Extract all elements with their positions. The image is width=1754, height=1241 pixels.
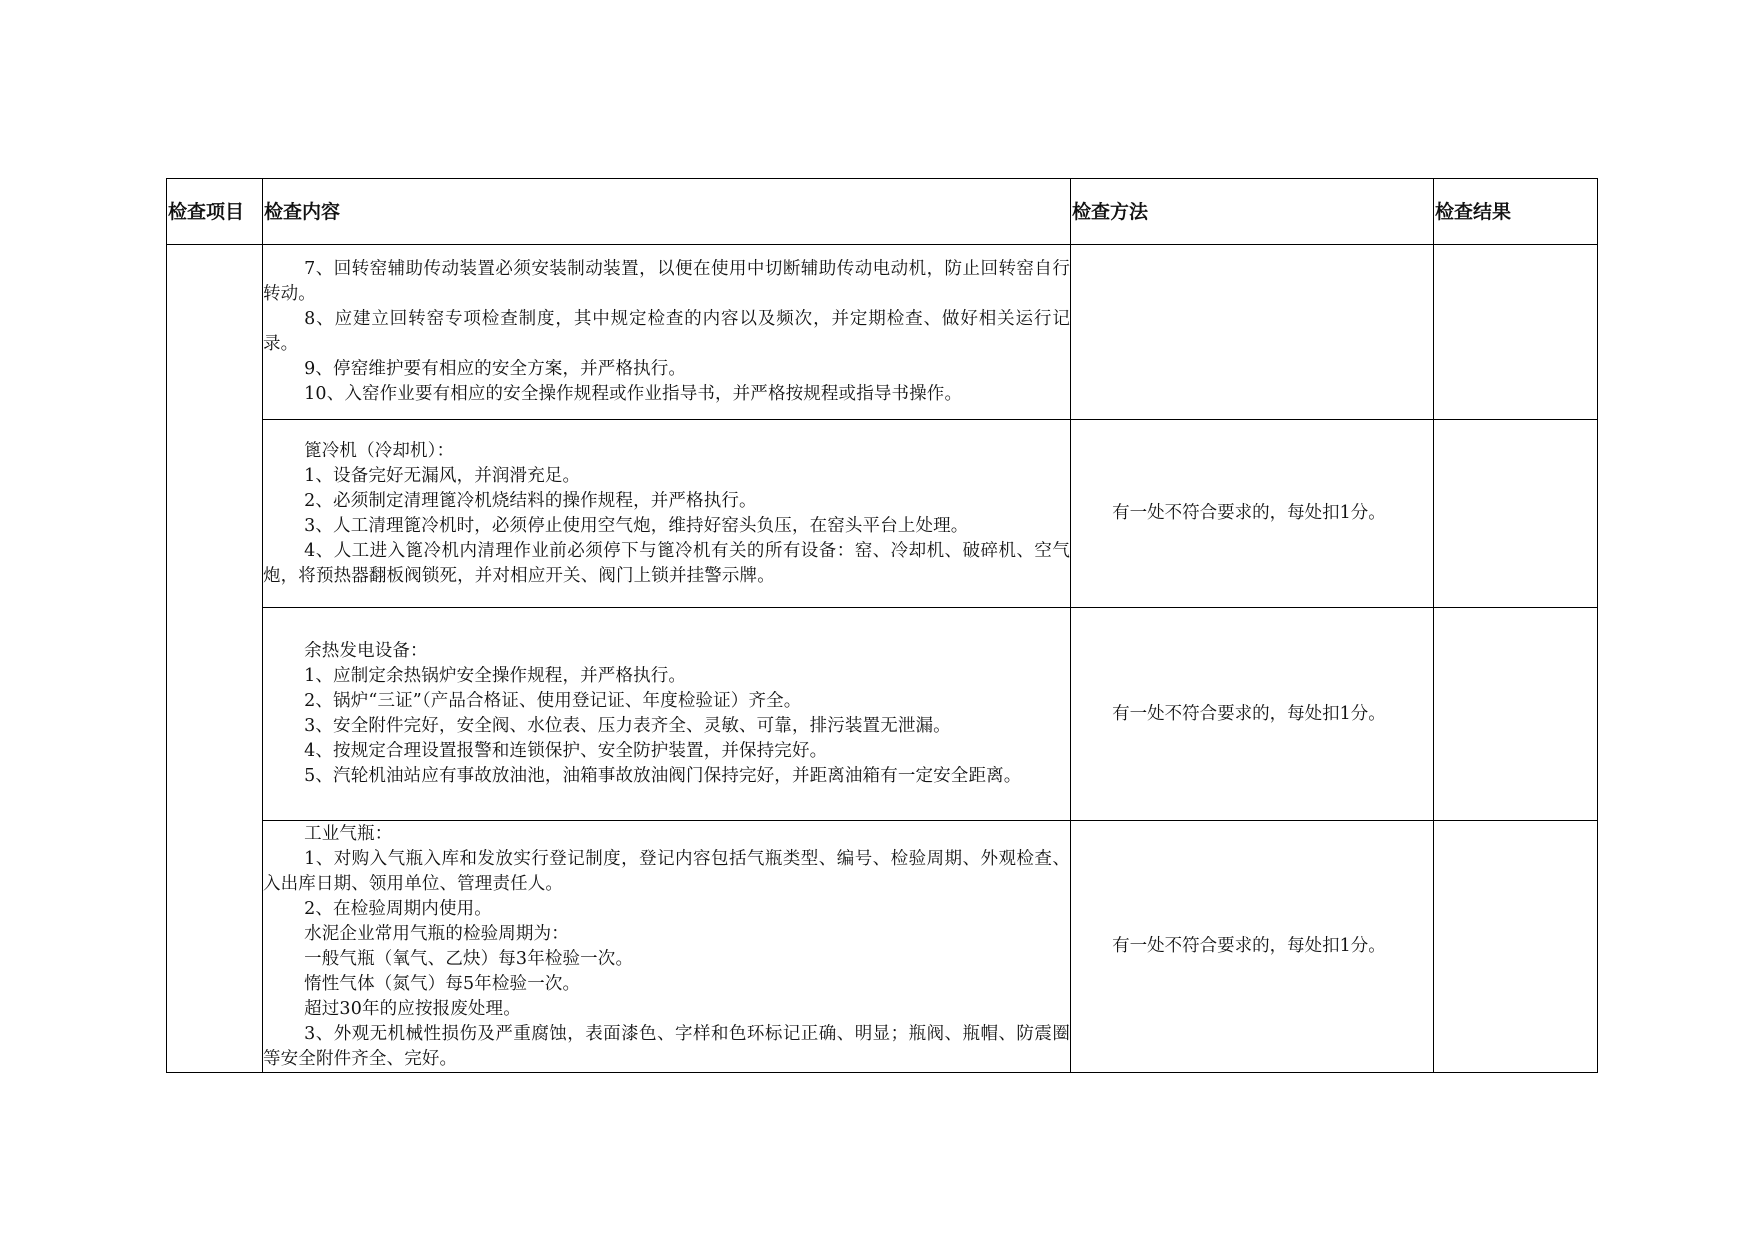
content-line: 1、设备完好无漏风，并润滑充足。	[304, 465, 581, 486]
table-row	[167, 245, 1598, 420]
header-item	[167, 179, 263, 245]
method-text: 有一处不符合要求的，每处扣1分。	[1112, 703, 1386, 724]
content-line: 3、人工清理篦冷机时，必须停止使用空气炮，维持好窑头负压，在窑头平台上处理。	[304, 515, 969, 536]
content-line: 3、安全附件完好，安全阀、水位表、压力表齐全、灵敏、可靠，排污装置无泄漏。	[304, 716, 951, 736]
item-cell	[167, 245, 263, 1073]
content-line: 余热发电设备：	[304, 641, 428, 661]
result-cell	[1434, 608, 1598, 821]
content-line: 5、汽轮机油站应有事故放油池，油箱事故放油阀门保持完好，并距离油箱有一定安全距离。	[304, 766, 1022, 786]
result-cell	[1434, 420, 1598, 608]
content-line: 8、应建立回转窑专项检查制度，其中规定检查的内容以及频次，并定期检查、做好相关运行记录。	[263, 309, 1070, 354]
inspection-table	[166, 178, 1598, 1073]
header-content-text: 检查内容	[264, 200, 341, 223]
content-line: 4、按规定合理设置报警和连锁保护、安全防护装置，并保持完好。	[304, 741, 828, 761]
method-cell	[1071, 608, 1434, 821]
content-cell	[263, 420, 1071, 608]
header-content	[263, 179, 1071, 245]
content-line: 9、停窑维护要有相应的安全方案，并严格执行。	[304, 359, 687, 379]
content-line: 1、对购入气瓶入库和发放实行登记制度，登记内容包括气瓶类型、编号、检验周期、外观检查、入出库日期、领用单位、管理责任人。	[263, 848, 1070, 894]
method-text: 有一处不符合要求的，每处扣1分。	[1112, 503, 1386, 523]
method-cell	[1071, 821, 1434, 1073]
table-row	[167, 821, 1598, 1073]
method-cell	[1071, 420, 1434, 608]
method-cell	[1071, 245, 1434, 420]
result-cell	[1434, 821, 1598, 1073]
content-line: 惰性气体（氮气）每5年检验一次。	[304, 973, 581, 994]
method-text: 有一处不符合要求的，每处扣1分。	[1112, 936, 1386, 956]
content-line: 3、外观无机械性损伤及严重腐蚀，表面漆色、字样和色环标记正确、明显；瓶阀、瓶帽、防震圈等安全附件齐全、完好。	[263, 1023, 1070, 1069]
content-line: 10、入窑作业要有相应的安全操作规程或作业指导书，并严格按规程或指导书操作。	[304, 384, 963, 404]
header-method	[1071, 179, 1434, 245]
content-line: 4、人工进入篦冷机内清理作业前必须停下与篦冷机有关的所有设备：窑、冷却机、破碎机、空气炮，将预热器翻板阀锁死，并对相应开关、阀门上锁并挂警示牌。	[263, 540, 1070, 586]
content-line: 一般气瓶（氧气、乙炔）每3年检验一次。	[304, 948, 634, 969]
content-line: 2、锅炉“三证”（产品合格证、使用登记证、年度检验证）齐全。	[304, 691, 802, 711]
content-line: 水泥企业常用气瓶的检验周期为：	[304, 923, 569, 944]
content-cell	[263, 245, 1071, 420]
content-line: 工业气瓶：	[304, 823, 393, 844]
table-row	[167, 420, 1598, 608]
content-line: 2、在检验周期内使用。	[304, 898, 492, 919]
content-line: 7、回转窑辅助传动装置必须安装制动装置，以便在使用中切断辅助传动电动机，防止回转窑自行转动。	[263, 259, 1070, 304]
table-row	[167, 608, 1598, 821]
content-line: 超过30年的应按报废处理。	[304, 998, 521, 1019]
content-cell	[263, 608, 1071, 821]
content-cell	[263, 821, 1071, 1073]
header-result	[1434, 179, 1598, 245]
content-line: 2、必须制定清理篦冷机烧结料的操作规程，并严格执行。	[304, 490, 757, 511]
header-method-text: 检查方法	[1072, 200, 1149, 223]
header-result-text: 检查结果	[1435, 200, 1512, 223]
table-header-row	[167, 179, 1598, 245]
header-item-text: 检查项目	[168, 200, 245, 223]
content-line: 1、应制定余热锅炉安全操作规程，并严格执行。	[304, 666, 687, 686]
result-cell	[1434, 245, 1598, 420]
content-line: 篦冷机（冷却机）：	[304, 440, 455, 461]
